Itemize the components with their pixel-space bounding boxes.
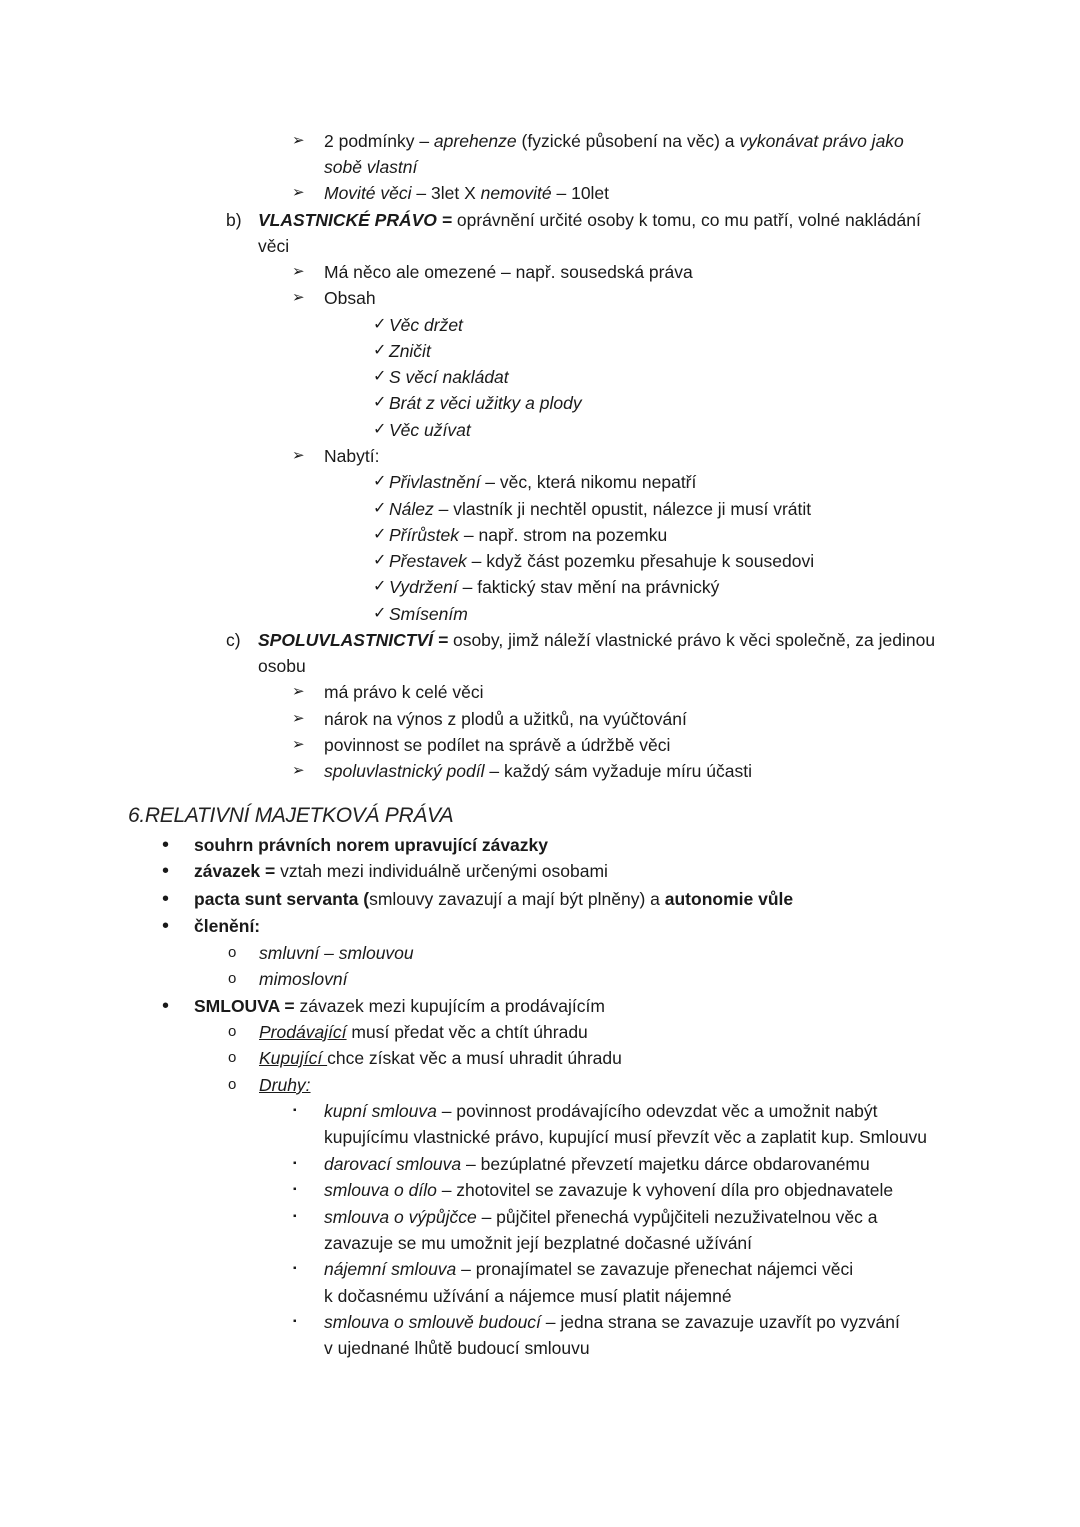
circle-bullet-icon: o	[228, 1023, 237, 1040]
checkmark-icon: ✓	[373, 473, 387, 490]
list-item	[324, 180, 609, 206]
list-item: povinnost se podílet na správě a údržbě věci	[324, 735, 671, 755]
contract-type-item	[324, 1256, 853, 1282]
bullet-icon: •	[162, 995, 170, 1017]
sub-item: S věcí nakládat	[389, 367, 509, 387]
sub-item	[389, 548, 814, 574]
list-item: nárok na výnos z plodů a užitků, na vyúčtování	[324, 709, 687, 729]
term: Nález	[389, 499, 434, 519]
sub-item: Zničit	[389, 341, 431, 361]
text: závazek mezi kupujícím a prodávajícím	[294, 996, 605, 1016]
term: kupní smlouva	[324, 1101, 437, 1121]
text: – půjčitel přenechá vypůjčiteli nezuživatelnou věc a	[476, 1207, 878, 1227]
text: – pronajímatel se zavazuje přenechat nájemci věci	[456, 1259, 854, 1279]
term: Druhy:	[259, 1075, 311, 1095]
circle-bullet-icon: o	[228, 1076, 237, 1093]
list-item	[324, 128, 904, 154]
text: – povinnost prodávajícího odevzdat věc a umožnit nabýt	[436, 1101, 878, 1121]
section-c-marker: c)	[226, 630, 241, 650]
sub-item: Brát z věci užitky a plody	[389, 393, 582, 413]
term: Prodávající	[259, 1022, 347, 1042]
text: musí předat věc a chtít úhradu	[346, 1022, 588, 1042]
text: – zhotovitel se zavazuje k vyhovení díla pro objednavatele	[436, 1180, 894, 1200]
sub-item	[259, 1045, 622, 1071]
section-b-definition	[258, 207, 921, 233]
bullet-icon: •	[162, 860, 170, 882]
text: – každý sám vyžaduje míru účasti	[484, 761, 752, 781]
circle-bullet-icon: o	[228, 1049, 237, 1066]
checkmark-icon: ✓	[373, 394, 387, 411]
section-c-def: osoby, jimž náleží vlastnické právo k věci společně, za jedinou	[448, 630, 936, 650]
sub-item	[389, 601, 468, 627]
bullet-icon: •	[162, 888, 170, 910]
sub-item: Věc držet	[389, 315, 463, 335]
term: Přivlastnění	[389, 472, 481, 492]
sub-item	[389, 574, 719, 600]
text: – jedna strana se zavazuje uzavřít po vyzvání	[540, 1312, 900, 1332]
term: vykonávat právo jako	[739, 131, 904, 151]
text: (fyzické působení na věc) a	[516, 131, 740, 151]
term: pacta sunt servanta (	[194, 889, 370, 909]
section-b-def-cont: věci	[258, 236, 290, 256]
list-item: má právo k celé věci	[324, 682, 484, 702]
term: darovací smlouva	[324, 1154, 462, 1174]
desc: – faktický stav mění na právnický	[457, 577, 720, 597]
list-item-continuation: sobě vlastní	[324, 157, 418, 177]
checkmark-icon: ✓	[373, 500, 387, 517]
checkmark-icon: ✓	[373, 342, 387, 359]
contract-type-cont: v ujednané lhůtě budoucí smlouvu	[324, 1338, 590, 1358]
section-b-marker: b)	[226, 210, 242, 230]
sub-item: smluvní – smlouvou	[259, 943, 414, 963]
term: nemovité	[480, 183, 552, 203]
list-item: souhrn právních norem upravující závazky	[194, 835, 548, 855]
checkmark-icon: ✓	[373, 526, 387, 543]
term: smlouva o výpůjčce	[324, 1207, 477, 1227]
checkmark-icon: ✓	[373, 316, 387, 333]
contract-type-cont: zavazuje se mu umožnit její bezplatné dočasné užívání	[324, 1233, 753, 1253]
term: Movité věci	[324, 183, 412, 203]
arrow-bullet-icon: ➢	[292, 184, 305, 201]
term: autonomie vůle	[664, 889, 794, 909]
text: – 3let X	[411, 183, 481, 203]
circle-bullet-icon: o	[228, 970, 237, 987]
arrow-bullet-icon: ➢	[292, 762, 305, 779]
checkmark-icon: ✓	[373, 552, 387, 569]
list-item	[324, 758, 752, 784]
contract-type-item	[324, 1309, 900, 1335]
checkmark-icon: ✓	[373, 368, 387, 385]
contract-type-item	[324, 1204, 878, 1230]
contract-type-item	[324, 1098, 878, 1124]
list-item	[194, 993, 605, 1019]
sub-item: mimoslovní	[259, 969, 348, 989]
arrow-bullet-icon: ➢	[292, 683, 305, 700]
checkmark-icon: ✓	[373, 421, 387, 438]
desc: – když část pozemku přesahuje k sousedovi	[466, 551, 815, 571]
term: Přestavek	[389, 551, 467, 571]
section-heading: 6.RELATIVNÍ MAJETKOVÁ PRÁVA	[128, 804, 454, 827]
arrow-bullet-icon: ➢	[292, 132, 305, 149]
arrow-bullet-icon: ➢	[292, 447, 305, 464]
term: Přírůstek	[389, 525, 460, 545]
contract-type-item	[324, 1177, 893, 1203]
square-bullet-icon: ▪	[293, 1316, 297, 1327]
list-item: Obsah	[324, 288, 376, 308]
list-item	[194, 886, 793, 912]
arrow-bullet-icon: ➢	[292, 263, 305, 280]
section-b-def: oprávnění určité osoby k tomu, co mu patří, volné nakládání	[452, 210, 921, 230]
contract-type-item	[324, 1151, 870, 1177]
checkmark-icon: ✓	[373, 605, 387, 622]
term: závazek =	[194, 861, 276, 881]
square-bullet-icon: ▪	[293, 1184, 297, 1195]
checkmark-icon: ✓	[373, 578, 387, 595]
list-item	[194, 858, 608, 884]
term: Smísením	[389, 604, 468, 624]
text: – bezúplatné převzetí majetku dárce obdarovanému	[461, 1154, 870, 1174]
term: aprehenze	[433, 131, 517, 151]
sub-item	[389, 469, 696, 495]
text: smlouvy zavazují a mají být plněny) a	[369, 889, 665, 909]
circle-bullet-icon: o	[228, 944, 237, 961]
term: spoluvlastnický podíl	[324, 761, 485, 781]
desc: – např. strom na pozemku	[459, 525, 668, 545]
square-bullet-icon: ▪	[293, 1105, 297, 1116]
desc: – vlastník ji nechtěl opustit, nálezce ji musí vrátit	[433, 499, 812, 519]
text: vztah mezi individuálně určenými osobami	[275, 861, 608, 881]
arrow-bullet-icon: ➢	[292, 710, 305, 727]
text: – 10let	[551, 183, 610, 203]
term: Vydržení	[389, 577, 458, 597]
sub-item	[259, 1072, 311, 1098]
contract-type-cont: k dočasnému užívání a nájemce musí platit nájemné	[324, 1286, 732, 1306]
arrow-bullet-icon: ➢	[292, 289, 305, 306]
term: nájemní smlouva	[324, 1259, 457, 1279]
list-item: Nabytí:	[324, 446, 380, 466]
square-bullet-icon: ▪	[293, 1211, 297, 1222]
desc: – věc, která nikomu nepatří	[480, 472, 697, 492]
contract-type-cont: kupujícímu vlastnické právo, kupující musí převzít věc a zaplatit kup. Smlouvu	[324, 1127, 928, 1147]
text: chce získat věc a musí uhradit úhradu	[327, 1048, 622, 1068]
term: smlouva o dílo	[324, 1180, 437, 1200]
bullet-icon: •	[162, 915, 170, 937]
list-item: členění:	[194, 916, 261, 936]
square-bullet-icon: ▪	[293, 1158, 297, 1169]
text: 2 podmínky –	[324, 131, 434, 151]
sub-item: Věc užívat	[389, 420, 471, 440]
sub-item	[389, 496, 811, 522]
term: smlouva o smlouvě budoucí	[324, 1312, 541, 1332]
sub-item	[259, 1019, 588, 1045]
square-bullet-icon: ▪	[293, 1263, 297, 1274]
list-item: Má něco ale omezené – např. sousedská práva	[324, 262, 693, 282]
section-c-definition	[258, 627, 935, 653]
term: Kupující	[259, 1048, 328, 1068]
arrow-bullet-icon: ➢	[292, 736, 305, 753]
term: SMLOUVA =	[194, 996, 295, 1016]
section-c-term: SPOLUVLASTNICTVÍ =	[258, 630, 449, 650]
section-c-def-cont: osobu	[258, 656, 306, 676]
bullet-icon: •	[162, 834, 170, 856]
section-b-term: VLASTNICKÉ PRÁVO =	[258, 210, 452, 230]
sub-item	[389, 522, 667, 548]
